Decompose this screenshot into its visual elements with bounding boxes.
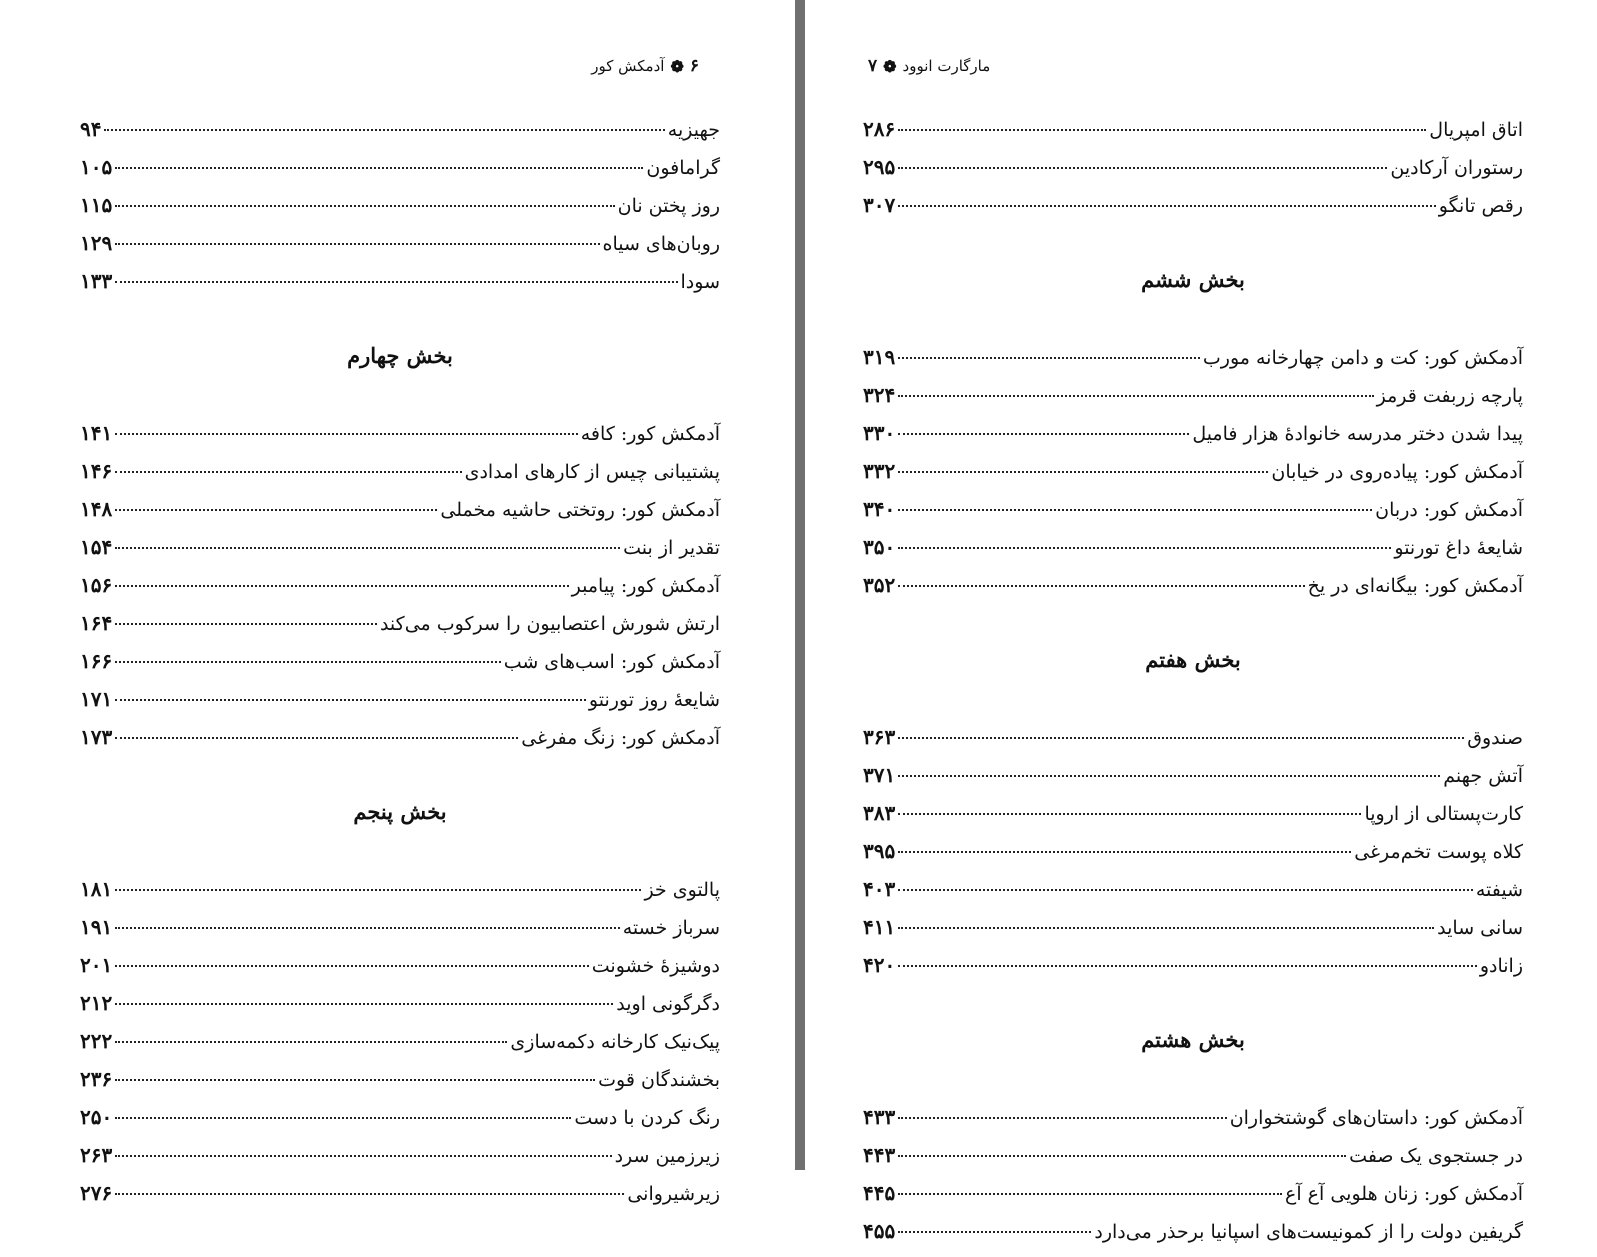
toc-entry[interactable] [863, 573, 1523, 611]
entry-title: آدمکش کور: پیاده‌روی در خیابان [1271, 461, 1523, 483]
dot-leader [115, 1117, 571, 1119]
entry-title: آدمکش کور: بیگانه‌ای در یخ [1307, 575, 1523, 597]
running-head [868, 56, 990, 76]
toc-entry[interactable] [863, 1219, 1523, 1257]
toc-entry[interactable] [863, 155, 1523, 193]
entry-title: آتش جهنم [1443, 765, 1523, 787]
running-head [591, 56, 699, 76]
entry-title: زانادو [1479, 955, 1523, 977]
toc-entry[interactable] [80, 193, 720, 231]
dot-leader [115, 167, 643, 169]
entry-title: آدمکش کور: اسب‌های شب [503, 651, 720, 673]
toc-entry[interactable] [80, 1105, 720, 1143]
entry-page-number: ۱۰۵ [80, 155, 113, 179]
dot-leader [898, 1193, 1282, 1195]
entry-title: گرامافون [646, 157, 720, 179]
toc-entry[interactable] [80, 1181, 720, 1219]
right-page [805, 0, 1597, 1243]
dot-leader [115, 1155, 611, 1157]
entry-page-number: ۱۵۶ [80, 573, 113, 597]
entry-page-number: ۳۱۹ [863, 345, 896, 369]
toc-entry[interactable] [863, 1105, 1523, 1143]
left-page [0, 0, 795, 1205]
entry-title: سرباز خسته [622, 917, 720, 939]
dot-leader [898, 205, 1436, 207]
dot-leader [115, 737, 518, 739]
dot-leader [898, 357, 1200, 359]
dot-leader [115, 1003, 613, 1005]
entry-page-number: ۳۰۷ [863, 193, 896, 217]
entry-page-number: ۱۶۴ [80, 611, 113, 635]
entry-page-number: ۱۷۳ [80, 725, 113, 749]
entry-title: شایعهٔ داغ تورنتو [1394, 537, 1523, 559]
dot-leader [115, 281, 677, 283]
dot-leader [898, 395, 1373, 397]
dot-leader [115, 509, 437, 511]
book-spine [795, 0, 805, 1170]
toc-entry[interactable] [863, 383, 1523, 421]
toc-entry[interactable] [80, 725, 720, 763]
entry-title: آدمکش کور: کافه [580, 423, 720, 445]
dot-leader [898, 167, 1387, 169]
entry-title: تقدیر از بنت [623, 537, 720, 559]
dot-leader [898, 889, 1473, 891]
section-heading: بخش ششم [1141, 267, 1245, 292]
entry-title: ارتش شورش اعتصابیون را سرکوب می‌کند [379, 613, 720, 635]
entry-title: شیفته [1475, 879, 1523, 901]
entry-title: پیک‌نیک کارخانه دکمه‌سازی [510, 1031, 720, 1053]
dot-leader [898, 1155, 1346, 1157]
toc-entry[interactable] [863, 117, 1523, 155]
toc-entry[interactable] [80, 687, 720, 725]
entry-page-number: ۴۱۱ [863, 915, 896, 939]
entry-page-number: ۳۳۲ [863, 459, 896, 483]
toc-entry[interactable] [80, 421, 720, 459]
dot-leader [115, 1041, 507, 1043]
toc-entry[interactable] [863, 1181, 1523, 1219]
entry-title: آدمکش کور: داستان‌های گوشتخواران [1229, 1107, 1523, 1129]
dot-leader [898, 433, 1189, 435]
dot-leader [898, 775, 1440, 777]
toc-entry[interactable] [863, 193, 1523, 231]
toc-entry[interactable] [863, 839, 1523, 877]
entry-page-number: ۲۵۰ [80, 1105, 113, 1129]
entry-title: زیرشیروانی [627, 1183, 720, 1205]
running-title: آدمکش کور [591, 57, 665, 75]
toc-entry[interactable] [863, 725, 1523, 763]
entry-page-number: ۳۵۰ [863, 535, 896, 559]
entry-page-number: ۳۷۱ [863, 763, 896, 787]
toc-entry[interactable] [863, 763, 1523, 801]
toc-entry[interactable] [80, 535, 720, 573]
entry-title: آدمکش کور: دربان [1375, 499, 1523, 521]
entry-title: سانی ساید [1437, 917, 1523, 939]
entry-page-number: ۱۱۵ [80, 193, 113, 217]
toc-entry[interactable] [80, 877, 720, 915]
entry-page-number: ۳۹۵ [863, 839, 896, 863]
toc-entry[interactable] [80, 953, 720, 991]
dot-leader [898, 851, 1351, 853]
toc-entry[interactable] [80, 231, 720, 269]
entry-page-number: ۳۴۰ [863, 497, 896, 521]
dot-leader [115, 965, 589, 967]
toc-entry[interactable] [80, 991, 720, 1029]
toc-entry[interactable] [80, 459, 720, 497]
table-of-contents [863, 117, 1523, 1257]
entry-title: آدمکش کور: زنان هلویی آع آع [1285, 1183, 1523, 1205]
entry-page-number: ۱۸۱ [80, 877, 113, 901]
toc-entry[interactable] [80, 1067, 720, 1105]
entry-page-number: ۱۶۶ [80, 649, 113, 673]
entry-title: پیدا شدن دختر مدرسه خانوادهٔ هزار فامیل [1192, 423, 1523, 445]
toc-entry[interactable] [80, 155, 720, 193]
entry-title: آدمکش کور: زنگ مفرغی [521, 727, 720, 749]
entry-page-number: ۳۵۲ [863, 573, 896, 597]
toc-entry[interactable] [80, 497, 720, 535]
entry-title: دوشیزهٔ خشونت [591, 955, 720, 977]
toc-entry[interactable] [863, 877, 1523, 915]
entry-title: صندوق [1467, 727, 1523, 749]
page-number: ۶ [689, 56, 699, 76]
entry-title: رقص تانگو [1438, 195, 1523, 217]
dot-leader [115, 1079, 595, 1081]
toc-entry[interactable] [863, 345, 1523, 383]
entry-title: در جستجوی یک صفت [1349, 1145, 1523, 1167]
dot-leader [898, 1117, 1226, 1119]
entry-title: بخشندگان قوت [598, 1069, 720, 1091]
entry-page-number: ۴۵۵ [863, 1219, 896, 1243]
entry-page-number: ۴۴۳ [863, 1143, 896, 1167]
entry-page-number: ۱۷۱ [80, 687, 113, 711]
dot-leader [115, 889, 641, 891]
ornament-icon: ❁ [670, 56, 684, 76]
dot-leader [898, 129, 1426, 131]
toc-entry[interactable] [863, 915, 1523, 953]
dot-leader [898, 965, 1477, 967]
toc-entry[interactable] [863, 535, 1523, 573]
dot-leader [115, 623, 377, 625]
entry-page-number: ۴۳۳ [863, 1105, 896, 1129]
entry-title: پشتیبانی چیس از کارهای امدادی [464, 461, 720, 483]
page-number: ۷ [868, 56, 878, 76]
entry-page-number: ۴۴۵ [863, 1181, 896, 1205]
dot-leader [898, 585, 1304, 587]
toc-entry[interactable] [863, 953, 1523, 991]
dot-leader [115, 205, 614, 207]
entry-page-number: ۱۴۶ [80, 459, 113, 483]
entry-page-number: ۱۹۱ [80, 915, 113, 939]
entry-title: پالتوی خز [644, 879, 720, 901]
dot-leader [115, 927, 619, 929]
toc-entry[interactable] [863, 497, 1523, 535]
toc-entry[interactable] [80, 1029, 720, 1067]
toc-entry[interactable] [863, 459, 1523, 497]
entry-page-number: ۱۴۸ [80, 497, 113, 521]
entry-title: کلاه پوست تخم‌مرغی [1354, 841, 1523, 863]
running-title: مارگارت انوود [902, 57, 991, 75]
entry-page-number: ۳۳۰ [863, 421, 896, 445]
entry-title: رنگ کردن با دست [574, 1107, 720, 1129]
entry-title: روز پختن نان [617, 195, 720, 217]
toc-entry[interactable] [863, 801, 1523, 839]
dot-leader [115, 547, 620, 549]
entry-page-number: ۱۲۹ [80, 231, 113, 255]
dot-leader [115, 585, 568, 587]
ornament-icon: ❁ [883, 56, 897, 76]
dot-leader [115, 661, 500, 663]
table-of-contents [80, 117, 720, 1219]
entry-title: سودا [680, 271, 720, 293]
entry-page-number: ۴۲۰ [863, 953, 896, 977]
dot-leader [898, 1231, 1091, 1233]
section-heading: بخش هشتم [1141, 1027, 1245, 1052]
entry-page-number: ۲۹۵ [863, 155, 896, 179]
toc-entry[interactable] [80, 649, 720, 687]
toc-entry[interactable] [80, 269, 720, 307]
entry-page-number: ۲۶۳ [80, 1143, 113, 1167]
entry-page-number: ۲۱۲ [80, 991, 113, 1015]
entry-page-number: ۲۰۱ [80, 953, 113, 977]
dot-leader [898, 471, 1268, 473]
entry-page-number: ۳۸۳ [863, 801, 896, 825]
entry-page-number: ۲۷۶ [80, 1181, 113, 1205]
dot-leader [898, 813, 1361, 815]
dot-leader [898, 509, 1372, 511]
entry-title: کارت‌پستالی از اروپا [1364, 803, 1523, 825]
dot-leader [115, 471, 461, 473]
entry-page-number: ۱۴۱ [80, 421, 113, 445]
dot-leader [115, 243, 599, 245]
entry-page-number: ۱۳۳ [80, 269, 113, 293]
entry-title: رستوران آرکادین [1390, 157, 1523, 179]
entry-page-number: ۴۰۳ [863, 877, 896, 901]
dot-leader [104, 129, 664, 131]
toc-entry[interactable] [863, 1143, 1523, 1181]
toc-entry[interactable] [80, 611, 720, 649]
dot-leader [115, 699, 586, 701]
toc-entry[interactable] [80, 117, 720, 155]
dot-leader [898, 547, 1391, 549]
dot-leader [898, 737, 1464, 739]
entry-page-number: ۳۲۴ [863, 383, 896, 407]
toc-entry[interactable] [80, 573, 720, 611]
entry-title: دگرگونی اوید [616, 993, 720, 1015]
entry-title: جهیزیه [667, 119, 720, 141]
entry-page-number: ۲۳۶ [80, 1067, 113, 1091]
entry-title: آدمکش کور: پیامبر [571, 575, 720, 597]
toc-entry[interactable] [80, 1143, 720, 1181]
dot-leader [115, 1193, 624, 1195]
entry-title: پارچه زربفت قرمز [1376, 385, 1523, 407]
entry-title: آدمکش کور: کت و دامن چهارخانه مورب [1202, 347, 1523, 369]
dot-leader [898, 927, 1434, 929]
dot-leader [115, 433, 578, 435]
entry-title: اتاق امپریال [1429, 119, 1523, 141]
entry-page-number: ۳۶۳ [863, 725, 896, 749]
entry-title: زیرزمین سرد [614, 1145, 720, 1167]
entry-title: گریفین دولت را از کمونیست‌های اسپانیا برحذر می‌دارد [1094, 1221, 1523, 1243]
entry-title: شایعهٔ روز تورنتو [588, 689, 720, 711]
entry-title: آدمکش کور: روتختی حاشیه مخملی [440, 499, 720, 521]
entry-page-number: ۱۵۴ [80, 535, 113, 559]
toc-entry[interactable] [80, 915, 720, 953]
entry-page-number: ۹۴ [80, 117, 102, 141]
entry-page-number: ۲۸۶ [863, 117, 896, 141]
entry-title: روبان‌های سیاه [602, 233, 720, 255]
section-heading: بخش هفتم [1145, 647, 1241, 672]
toc-entry[interactable] [863, 421, 1523, 459]
entry-page-number: ۲۲۲ [80, 1029, 113, 1053]
section-heading: بخش پنجم [353, 799, 447, 824]
section-heading: بخش چهارم [347, 343, 453, 368]
